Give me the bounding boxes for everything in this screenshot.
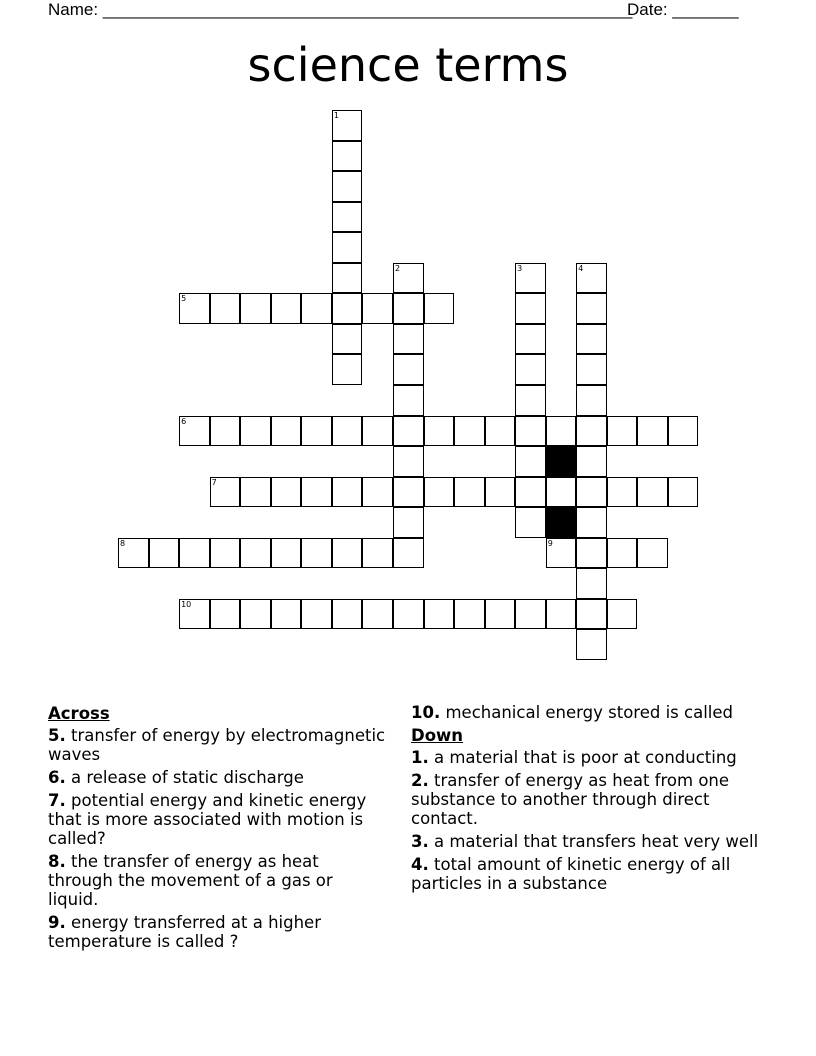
grid-cell[interactable] [332,477,363,508]
grid-cell[interactable] [515,324,546,355]
grid-cell[interactable] [424,416,455,447]
clue-down-1: 1. a material that is poor at conducting [411,748,737,767]
grid-cell[interactable] [362,416,393,447]
grid-cell[interactable] [118,538,149,569]
grid-cell[interactable] [393,263,424,294]
grid-cell[interactable] [515,385,546,416]
grid-cell[interactable] [515,477,546,508]
grid-cell[interactable] [576,568,607,599]
grid-cell[interactable] [210,538,241,569]
grid-cell[interactable] [637,416,668,447]
grid-cell[interactable] [332,171,363,202]
grid-cell[interactable] [301,416,332,447]
grid-cell[interactable] [576,293,607,324]
grid-cell[interactable] [454,599,485,630]
grid-cell[interactable] [393,507,424,538]
grid-cell[interactable] [607,538,638,569]
grid-cell[interactable] [301,599,332,630]
grid-cell[interactable] [301,477,332,508]
grid-cell[interactable] [485,416,516,447]
grid-cell[interactable] [332,293,363,324]
grid-cell[interactable] [637,538,668,569]
grid-cell[interactable] [210,477,241,508]
grid-cell[interactable] [546,416,577,447]
clue-down-2: 2. transfer of energy as heat from one substance to another through direct contact. [411,771,730,828]
grid-cell[interactable] [515,293,546,324]
grid-cell[interactable] [271,538,302,569]
black-cell [546,446,577,477]
grid-cell[interactable] [546,538,577,569]
grid-cell[interactable] [393,446,424,477]
grid-cell[interactable] [179,599,210,630]
clue-number: 4 [578,263,584,273]
grid-cell[interactable] [576,507,607,538]
grid-cell[interactable] [179,538,210,569]
grid-cell[interactable] [362,293,393,324]
clue-number: 2 [394,263,401,273]
clue-across-7: 7. potential energy and kinetic energy that is more associated with motion is called? [48,791,367,848]
grid-cell[interactable] [240,538,271,569]
grid-cell[interactable] [271,477,302,508]
date-line: _______ [672,0,739,19]
grid-cell[interactable] [240,599,271,630]
grid-cell[interactable] [576,629,607,660]
grid-cell[interactable] [332,538,363,569]
grid-cell[interactable] [393,293,424,324]
grid-cell[interactable] [607,599,638,630]
clue-across-10: 10. mechanical energy stored is called [411,703,733,722]
grid-cell[interactable] [179,416,210,447]
grid-cell[interactable] [576,263,607,294]
grid-cell[interactable] [210,599,241,630]
name-label: Name: [48,0,99,19]
grid-cell[interactable] [454,416,485,447]
grid-cell[interactable] [301,538,332,569]
grid-cell[interactable] [271,416,302,447]
grid-cell[interactable] [332,324,363,355]
clue-down-4: 4. total amount of kinetic energy of all particles in a substance [411,855,731,893]
clue-number: 8 [120,538,126,548]
clue-number: 10 [181,599,192,609]
grid-cell[interactable] [301,293,332,324]
grid-cell[interactable] [668,416,699,447]
grid-cell[interactable] [210,293,241,324]
grid-cell[interactable] [210,416,241,447]
clue-number: 3 [517,263,523,273]
date-label: Date: [627,0,668,19]
grid-cell[interactable] [515,507,546,538]
grid-cell[interactable] [637,477,668,508]
grid-cell[interactable] [332,416,363,447]
clue-across-6: 6. a release of static discharge [48,768,304,787]
grid-cell[interactable] [576,324,607,355]
grid-cell[interactable] [546,599,577,630]
grid-cell[interactable] [515,416,546,447]
grid-cell[interactable] [454,477,485,508]
grid-cell[interactable] [332,263,363,294]
grid-cell[interactable] [576,599,607,630]
grid-cell[interactable] [240,477,271,508]
clue-down-3: 3. a material that transfers heat very well [411,832,759,851]
name-line: ________________________________________________________ [102,0,633,19]
grid-cell[interactable] [393,538,424,569]
grid-cell[interactable] [362,538,393,569]
clue-across-5: 5. transfer of energy by electromagnetic waves [48,726,386,764]
clue-number: 9 [547,538,553,548]
grid-cell[interactable] [515,599,546,630]
date-field[interactable] [627,0,739,20]
page-title: science terms [247,38,569,92]
grid-cell[interactable] [362,599,393,630]
name-field[interactable] [48,0,632,20]
grid-cell[interactable] [393,416,424,447]
grid-cell[interactable] [576,538,607,569]
grid-cell[interactable] [332,202,363,233]
grid-cell[interactable] [332,354,363,385]
grid-cell[interactable] [515,263,546,294]
black-cell [546,507,577,538]
grid-cell[interactable] [149,538,180,569]
grid-cell[interactable] [576,385,607,416]
clue-number: 5 [181,294,187,304]
grid-cell[interactable] [240,293,271,324]
clue-number: 7 [211,477,217,487]
clue-across-9: 9. energy transferred at a higher temperature is called ? [48,913,321,951]
clue-number: 1 [333,111,339,120]
grid-cell[interactable] [393,599,424,630]
clue-number: 6 [181,416,187,426]
right-clues [411,703,771,897]
grid-cell[interactable] [485,477,516,508]
across-heading: Across [48,704,110,723]
grid-cell[interactable] [515,354,546,385]
across-clues [48,703,388,955]
down-heading: Down [411,726,464,745]
grid-cell[interactable] [179,293,210,324]
grid-cell[interactable] [576,477,607,508]
grid-cell[interactable] [332,232,363,263]
grid-cell[interactable] [332,110,363,141]
grid-cell[interactable] [271,293,302,324]
grid-cell[interactable] [393,385,424,416]
grid-cell[interactable] [240,416,271,447]
grid-cell[interactable] [424,599,455,630]
grid-cell[interactable] [393,324,424,355]
grid-cell[interactable] [271,599,302,630]
grid-cell[interactable] [668,477,699,508]
grid-cell[interactable] [424,293,455,324]
grid-cell[interactable] [576,354,607,385]
grid-cell[interactable] [515,446,546,477]
grid-cell[interactable] [576,416,607,447]
grid-cell[interactable] [576,446,607,477]
grid-cell[interactable] [424,477,455,508]
grid-cell[interactable] [546,477,577,508]
grid-cell[interactable] [362,477,393,508]
grid-cell[interactable] [485,599,516,630]
grid-cell[interactable] [607,477,638,508]
grid-cell[interactable] [393,477,424,508]
grid-cell[interactable] [393,354,424,385]
grid-cell[interactable] [332,599,363,630]
grid-cell[interactable] [332,141,363,172]
grid-cell[interactable] [607,416,638,447]
clue-across-8: 8. the transfer of energy as heat through the movement of a gas or liquid. [48,852,333,909]
